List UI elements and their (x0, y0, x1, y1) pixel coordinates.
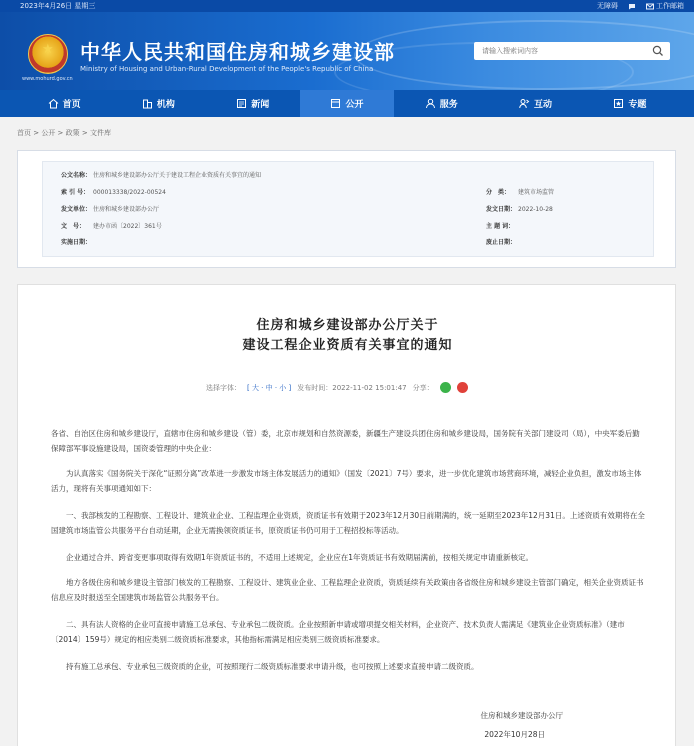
news-icon (236, 98, 247, 109)
main-nav (0, 90, 694, 117)
utility-links (597, 0, 684, 12)
meta-category-label: 分 类： (486, 189, 511, 196)
meta-org-value: 住房和城乡建设部办公厅 (93, 206, 160, 213)
search-input[interactable] (482, 45, 642, 57)
signature: 住房和城乡建设部办公厅 (480, 711, 563, 720)
search-icon[interactable] (652, 45, 664, 57)
article-paragraph: 二、具有法人资格的企业可直接申请施工总承包、专业承包二级资质。企业按照新申请或增项提交相关材料，企业资产、技术负责人需满足《建筑业企业资质标准》（建市〔2014〕159号）规定的相应类别二级资质标准要求，其他指标需满足相应类别三级资质标准要求。 (51, 620, 625, 644)
article-paragraph: 企业通过合并、跨省变更事项取得有效期1年资质证书的，不适用上述规定，企业应在1年资质证书有效期届满前，按相关规定申请重新核定。 (66, 553, 534, 562)
topic-icon (613, 98, 624, 109)
publish-time: 2022-11-02 15:01:47 (332, 383, 407, 392)
meta-docno-value: 建办市函〔2022〕361号 (93, 223, 162, 230)
nav-item-service[interactable] (394, 90, 488, 117)
nav-item-label: 机构 (156, 100, 175, 110)
nav-item-topic[interactable] (583, 90, 677, 117)
meta-docno-label: 文 号： (61, 223, 86, 230)
meta-expire-label: 废止日期： (486, 239, 517, 246)
article-paragraph: 持有施工总承包、专业承包三级资质的企业，可按照现行二级资质标准要求申请升级，也可按照上述要求直接申请二级资质。 (66, 662, 479, 671)
chat-icon (628, 3, 636, 10)
meta-org-row (61, 204, 159, 213)
meta-impl-label: 实施日期： (61, 239, 92, 246)
wechat-share-icon[interactable] (440, 382, 451, 393)
national-emblem-icon[interactable]: ★ (28, 34, 68, 74)
meta-impl-row (61, 237, 93, 246)
site-header (0, 12, 694, 90)
site-url: www.mohurd.gov.cn (22, 76, 73, 82)
meta-category-value: 建筑市场监管 (518, 189, 555, 196)
meta-index-value: 000013338/2022-00524 (93, 189, 166, 196)
nav-item-interact[interactable] (488, 90, 582, 117)
meta-date-value: 2022-10-28 (518, 206, 553, 213)
sign-date: 2022年10月28日 (484, 730, 545, 739)
meta-category-row (486, 187, 554, 196)
accessibility-link[interactable] (597, 0, 618, 12)
building-icon (142, 98, 153, 109)
nav-item-news[interactable] (206, 90, 300, 117)
nav-item-label: 服务 (439, 100, 458, 110)
service-icon (425, 98, 436, 109)
open-icon (330, 98, 341, 109)
article-info-bar (206, 382, 468, 393)
meta-title-value: 住房和城乡建设部办公厅关于建设工程企业资质有关事宜的通知 (93, 172, 262, 179)
nav-item-organization[interactable] (111, 90, 205, 117)
meta-title-row (61, 170, 261, 179)
meta-org-label: 发文单位： (61, 206, 92, 213)
article-paragraph: 一、我部核发的工程勘察、工程设计、建筑业企业、工程监理企业资质，资质证书有效期于2023年12月30日前期满的，统一延期至2023年12月31日。上述资质有效期将在全国建筑市场监管公共服务平台自动延期，企业无需换领资质证书，原资质证书仍可用于工程招投标等活动。 (51, 511, 645, 535)
meta-index-label: 索 引 号： (61, 189, 90, 196)
document-meta-panel (17, 150, 676, 268)
meta-date-row (486, 204, 553, 213)
article-paragraph: 为认真落实《国务院关于深化“证照分离”改革进一步激发市场主体发展活力的通知》（国发〔2021〕7号）要求，进一步优化建筑市场营商环境，减轻企业负担，激发市场主体活力，现将有关事项通知如下： (51, 469, 642, 493)
breadcrumb[interactable]: 首页 > 公开 > 政策 > 文件库 (17, 129, 111, 137)
meta-topic-label: 主 题 词： (486, 223, 515, 230)
search-box (474, 42, 670, 60)
accessibility-link-label: 无障碍 (597, 2, 618, 10)
chat-link[interactable] (628, 3, 636, 10)
nav-item-label: 新闻 (251, 100, 270, 110)
nav-item-label: 公开 (345, 100, 364, 110)
work-mail-link[interactable] (646, 0, 684, 12)
top-utility-bar (0, 0, 694, 12)
current-date: 2023年4月26日 星期三 (20, 2, 96, 10)
work-mail-label: 工作邮箱 (656, 2, 684, 10)
article-title-line-2: 建设工程企业资质有关事宜的通知 (242, 338, 453, 353)
mail-icon (646, 3, 654, 10)
weibo-share-icon[interactable] (457, 382, 468, 393)
nav-item-open[interactable] (300, 90, 394, 117)
home-icon (48, 98, 59, 109)
site-subtitle: Ministry of Housing and Urban-Rural Development of the People's Republic of China (80, 65, 374, 73)
nav-item-home[interactable] (17, 90, 111, 117)
nav-item-label: 首页 (62, 100, 81, 110)
meta-topic-row (486, 221, 518, 230)
interact-icon (519, 98, 530, 109)
publish-time-label: 发布时间： (297, 383, 333, 392)
meta-date-label: 发文日期： (486, 206, 517, 213)
font-size-label: 选择字体： (206, 383, 241, 392)
meta-index-row (61, 187, 166, 196)
nav-item-label: 专题 (628, 100, 647, 110)
article-paragraph: 各省、自治区住房和城乡建设厅，直辖市住房和城乡建设（管）委，北京市规划和自然资源委，新疆生产建设兵团住房和城乡建设局，国务院有关部门建设司（局），中央军委后勤保障部军事设施建设局，国资委管理的中央企业： (51, 429, 640, 453)
font-size-switcher[interactable]: [ 大 · 中 · 小 ] (247, 383, 292, 392)
site-title[interactable]: 中华人民共和国住房和城乡建设部 (80, 40, 395, 64)
article-title-line-1: 住房和城乡建设部办公厅关于 (256, 318, 439, 333)
share-label: 分享： (412, 383, 434, 392)
article-paragraph: 地方各级住房和城乡建设主管部门核发的工程勘察、工程设计、建筑业企业、工程监理企业资质，资质延续有关政策由各省级住房和城乡建设主管部门确定，相关企业资质证书信息应及时报送至全国建筑市场监管公共服务平台。 (51, 578, 644, 602)
article-body (17, 284, 676, 746)
meta-docno-row (61, 221, 162, 230)
meta-title-label: 公文名称： (61, 172, 92, 179)
meta-expire-row (486, 237, 518, 246)
nav-item-label: 互动 (534, 100, 553, 110)
